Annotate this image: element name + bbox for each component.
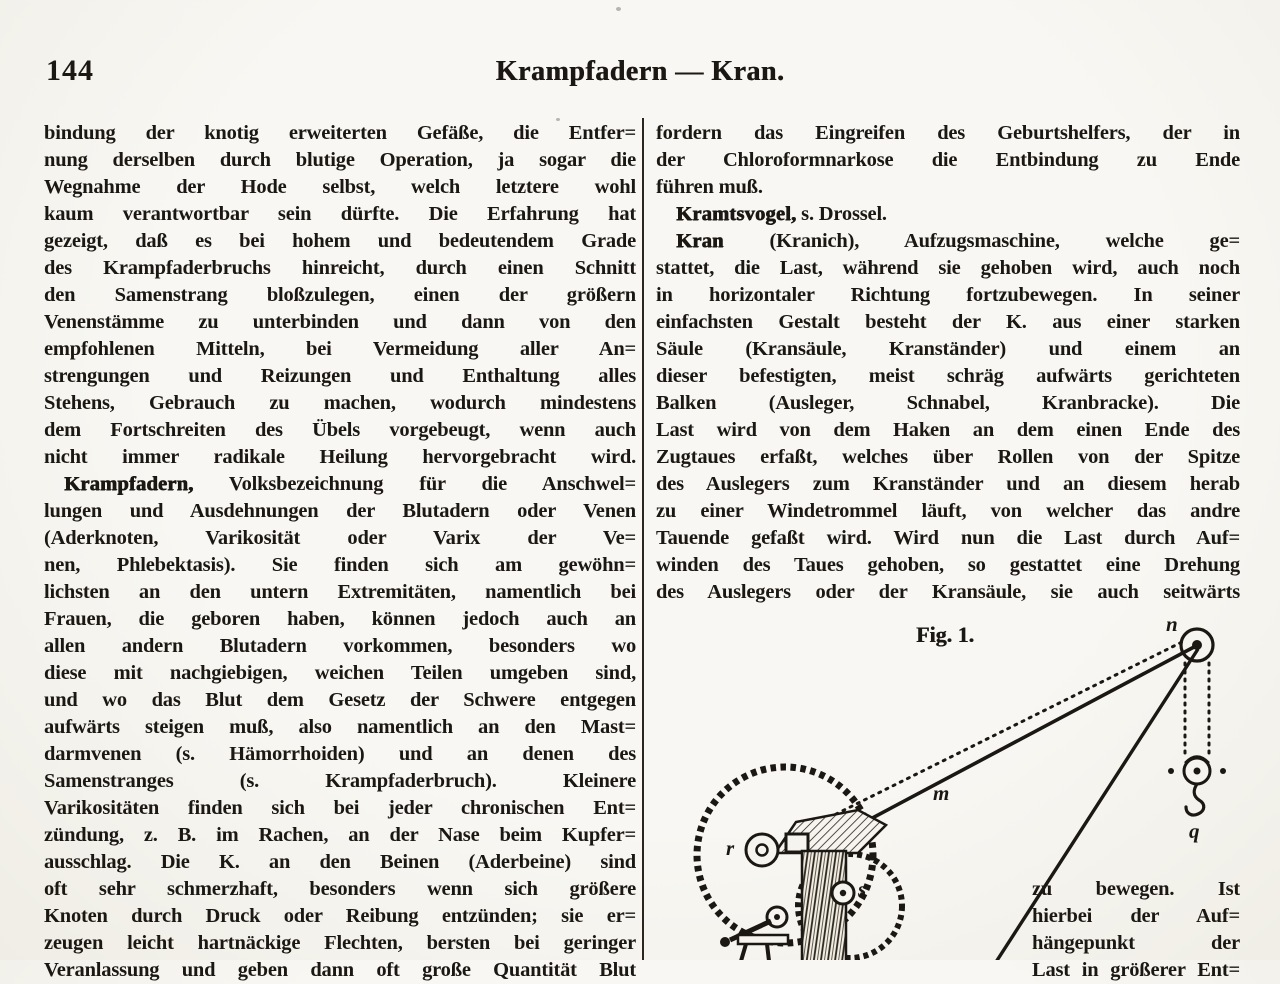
- text-line: fordern das Eingreifen des Geburtshelfers, der in: [656, 122, 1240, 144]
- text-line: hierbei der Auf=: [1032, 905, 1240, 927]
- base-leg: [741, 944, 746, 960]
- text-line: darmvenen (s. Hämorrhoiden) und an denen des: [44, 743, 636, 765]
- text-line: Balken (Ausleger, Schnabel, Kranbracke). Die: [656, 392, 1240, 414]
- text-line: führen muß.: [656, 176, 763, 198]
- text-line: Krampfadern, Volksbezeichnung für die Anschwel=: [64, 473, 636, 495]
- scan-speck: [616, 7, 621, 11]
- text-line: in horizontaler Richtung fortzubewegen. In seiner: [656, 284, 1240, 306]
- label-boom: m: [933, 781, 950, 805]
- text-line: nung derselben durch blutige Operation, ja sogar die: [44, 149, 636, 171]
- text-line: Kran (Kranich), Aufzugsmaschine, welche ge=: [676, 230, 1240, 252]
- label-large-gear: r: [726, 836, 735, 860]
- text-line: kaum verantwortbar sein dürfte. Die Erfahrung hat: [44, 203, 636, 225]
- scan-speck: [928, 432, 932, 436]
- text-line: Frauen, die geboren haben, können jedoch auch an: [44, 608, 636, 630]
- hoist-rope: [996, 649, 1198, 960]
- text-line: Tauende gefaßt wird. Wird nun die Last durch Auf=: [656, 527, 1240, 549]
- text-line: zu einer Windetrommel läuft, von welcher das andre: [656, 500, 1240, 522]
- text-line: Varikositäten finden sich bei jeder chronischen Ent=: [44, 797, 636, 819]
- text-line: Stehens, Gebrauch zu machen, wodurch mindestens: [44, 392, 636, 414]
- text-line: Wegnahme der Hode selbst, welch letztere wohl: [44, 176, 636, 198]
- dotted-tie-line: [800, 641, 1184, 832]
- text-line: des Krampfaderbruchs hinreicht, durch einen Schnitt: [44, 257, 636, 279]
- text-line: ausschlag. Die K. an den Beinen (Aderbeine) sind: [44, 851, 636, 873]
- text-line: Zugtaues erfaßt, welches über Rollen von der Spitze: [656, 446, 1240, 468]
- text-line: diese mit nachgiebigen, weichen Teilen umgeben sind,: [44, 662, 636, 684]
- text-line: dem Fortschreiten des Übels vorgebeugt, wenn auch: [44, 419, 636, 441]
- right-text-column: [656, 120, 1240, 606]
- text-line: nen, Phlebektasis). Sie finden sich am gewöhn=: [44, 554, 636, 576]
- text-line: des Auslegers zum Kranständer und an diesem herab: [656, 473, 1240, 495]
- entry-headword: Kran: [676, 230, 724, 252]
- text-line: zündung, z. B. im Rachen, an der Nase beim Kupfer=: [44, 824, 636, 846]
- text-line: strengungen und Reizungen und Enthaltung alles: [44, 365, 636, 387]
- crane-post: [802, 851, 846, 960]
- crank-knob: [720, 937, 730, 947]
- text-line: aufwärts steigen muß, also namentlich an den Mast=: [44, 716, 636, 738]
- block-side-dot: [1168, 768, 1174, 774]
- hook-block-axle: [1194, 768, 1201, 775]
- text-line: dieser befestigten, meist schräg aufwärts gerichteten: [656, 365, 1240, 387]
- text-line: empfohlenen Mitteln, bei Vermeidung aller An=: [44, 338, 636, 360]
- running-head: Krampfadern — Kran.: [495, 56, 785, 87]
- label-top-pulley: n: [1166, 612, 1178, 636]
- pinion-axle-dot: [840, 890, 846, 896]
- text-line: Kramtsvogel, s. Drossel.: [676, 203, 887, 225]
- text-line: Venenstämme zu unterbinden und dann von den: [44, 311, 636, 333]
- page-number: 144: [46, 54, 94, 87]
- text-line: Samenstranges (s. Krampfaderbruch). Kleinere: [44, 770, 636, 792]
- text-line: (Aderknoten, Varikosität oder Varix der Ve=: [44, 527, 636, 549]
- cap-tenon: [786, 834, 808, 852]
- text-line: Last in größerer Ent=: [1032, 959, 1240, 981]
- text-line: und wo das Blut dem Gesetz der Schwere entgegen: [44, 689, 636, 711]
- entry-headword: Krampfadern,: [64, 473, 194, 495]
- scan-speck: [556, 118, 560, 121]
- text-line: bindung der knotig erweiterten Gefäße, die Entfer=: [44, 122, 636, 144]
- crane-figure: [650, 610, 1240, 960]
- text-line: winden des Taues gehoben, so gestattet eine Drehung: [656, 554, 1240, 576]
- text-line: nicht immer radikale Heilung hervorgebracht wird.: [44, 446, 636, 468]
- text-line: lichsten an den untern Extremitäten, namentlich bei: [44, 581, 636, 603]
- block-side-dot: [1220, 768, 1226, 774]
- text-line: den Samenstrang bloßzulegen, einen der größern: [44, 284, 636, 306]
- text-line: Veranlassung und geben dann oft große Quantität Blut: [44, 959, 636, 981]
- text-line: allen andern Blutadern vorkommen, besonders wo: [44, 635, 636, 657]
- base-leg: [767, 944, 769, 960]
- crank-pivot-dot: [774, 914, 780, 920]
- base-bracket: [738, 935, 788, 944]
- top-pulley-axle: [1192, 640, 1202, 650]
- text-line: oft sehr schmerzhaft, besonders wenn sich größere: [44, 878, 636, 900]
- column-divider-rule: [642, 118, 644, 960]
- text-line: lungen und Ausdehnungen der Blutadern oder Venen: [44, 500, 636, 522]
- figure-caption: Fig. 1.: [915, 622, 975, 647]
- text-line: gezeigt, daß es bei hohem und bedeutendem Grade: [44, 230, 636, 252]
- text-line: Last wird von dem Haken an dem einen Ende des: [656, 419, 1240, 441]
- gear-hub: [746, 834, 778, 866]
- crane-boom: [846, 647, 1194, 832]
- label-hook-block: q: [1189, 819, 1200, 843]
- text-line: einfachsten Gestalt besteht der K. aus einer starken: [656, 311, 1240, 333]
- text-line: der Chloroformnarkose die Entbindung zu Ende: [656, 149, 1240, 171]
- text-line: stattet, die Last, während sie gehoben wird, auch noch: [656, 257, 1240, 279]
- entry-headword: Kramtsvogel,: [676, 203, 797, 225]
- text-line: hängepunkt der: [1032, 932, 1240, 954]
- text-line: zeugen leicht hartnäckige Flechten, bersten bei geringer: [44, 932, 636, 954]
- text-line: Knoten durch Druck oder Reibung entzünden; sie er=: [44, 905, 636, 927]
- text-line: des Auslegers oder der Kransäule, sie auch seitwärts: [656, 581, 1240, 603]
- text-line: zu bewegen. Ist: [1032, 878, 1240, 900]
- load-hook: [1186, 784, 1204, 815]
- label-small-gear: s: [858, 877, 867, 901]
- left-text-column: [44, 120, 636, 984]
- text-line: Säule (Kransäule, Kranständer) und einem an: [656, 338, 1240, 360]
